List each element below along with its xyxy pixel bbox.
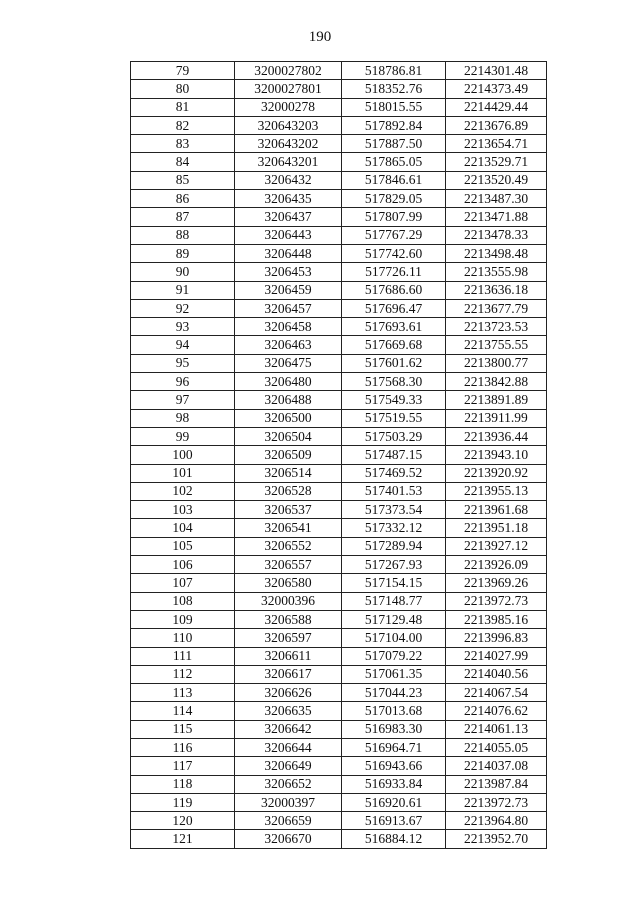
y-coordinate-cell: 2213951.18	[446, 519, 547, 537]
point-number-cell: 82	[131, 116, 235, 134]
x-coordinate-cell: 517332.12	[342, 519, 446, 537]
point-id-cell: 3206649	[235, 757, 342, 775]
point-number-cell: 87	[131, 208, 235, 226]
x-coordinate-cell: 517373.54	[342, 501, 446, 519]
y-coordinate-cell: 2214429.44	[446, 98, 547, 116]
y-coordinate-cell: 2213471.88	[446, 208, 547, 226]
x-coordinate-cell: 517693.61	[342, 318, 446, 336]
point-id-cell: 3206435	[235, 190, 342, 208]
point-id-cell: 3206617	[235, 665, 342, 683]
y-coordinate-cell: 2213842.88	[446, 373, 547, 391]
x-coordinate-cell: 517807.99	[342, 208, 446, 226]
y-coordinate-cell: 2213529.71	[446, 153, 547, 171]
point-number-cell: 107	[131, 574, 235, 592]
table-row	[131, 757, 547, 775]
table-row	[131, 80, 547, 98]
x-coordinate-cell: 517696.47	[342, 299, 446, 317]
point-id-cell: 3206541	[235, 519, 342, 537]
x-coordinate-cell: 518352.76	[342, 80, 446, 98]
y-coordinate-cell: 2213555.98	[446, 263, 547, 281]
y-coordinate-cell: 2213755.55	[446, 336, 547, 354]
x-coordinate-cell: 517401.53	[342, 482, 446, 500]
y-coordinate-cell: 2213487.30	[446, 190, 547, 208]
point-id-cell: 3200027801	[235, 80, 342, 98]
point-number-cell: 116	[131, 738, 235, 756]
table-row	[131, 391, 547, 409]
point-number-cell: 101	[131, 464, 235, 482]
table-row	[131, 135, 547, 153]
point-number-cell: 121	[131, 830, 235, 848]
y-coordinate-cell: 2213987.84	[446, 775, 547, 793]
y-coordinate-cell: 2213478.33	[446, 226, 547, 244]
coordinates-table	[130, 61, 547, 849]
table-row	[131, 244, 547, 262]
table-row	[131, 409, 547, 427]
point-number-cell: 79	[131, 62, 235, 80]
point-number-cell: 80	[131, 80, 235, 98]
x-coordinate-cell: 517865.05	[342, 153, 446, 171]
y-coordinate-cell: 2213936.44	[446, 427, 547, 445]
x-coordinate-cell: 517267.93	[342, 556, 446, 574]
point-id-cell: 32000278	[235, 98, 342, 116]
point-id-cell: 3206514	[235, 464, 342, 482]
x-coordinate-cell: 517289.94	[342, 537, 446, 555]
point-id-cell: 3206504	[235, 427, 342, 445]
point-id-cell: 3206652	[235, 775, 342, 793]
point-id-cell: 3206552	[235, 537, 342, 555]
y-coordinate-cell: 2213952.70	[446, 830, 547, 848]
point-id-cell: 3206448	[235, 244, 342, 262]
point-id-cell: 3206659	[235, 812, 342, 830]
table-row	[131, 318, 547, 336]
table-row	[131, 775, 547, 793]
point-id-cell: 3206509	[235, 446, 342, 464]
point-id-cell: 3206670	[235, 830, 342, 848]
table-row	[131, 592, 547, 610]
point-number-cell: 85	[131, 171, 235, 189]
y-coordinate-cell: 2213676.89	[446, 116, 547, 134]
point-id-cell: 3206588	[235, 610, 342, 628]
y-coordinate-cell: 2213911.99	[446, 409, 547, 427]
y-coordinate-cell: 2214373.49	[446, 80, 547, 98]
table-row	[131, 702, 547, 720]
y-coordinate-cell: 2214067.54	[446, 684, 547, 702]
y-coordinate-cell: 2213498.48	[446, 244, 547, 262]
point-number-cell: 84	[131, 153, 235, 171]
point-number-cell: 81	[131, 98, 235, 116]
table-row	[131, 482, 547, 500]
point-id-cell: 3206611	[235, 647, 342, 665]
point-id-cell: 3206475	[235, 354, 342, 372]
table-row	[131, 336, 547, 354]
point-id-cell: 32000396	[235, 592, 342, 610]
point-number-cell: 119	[131, 793, 235, 811]
point-number-cell: 89	[131, 244, 235, 262]
y-coordinate-cell: 2213926.09	[446, 556, 547, 574]
y-coordinate-cell: 2213969.26	[446, 574, 547, 592]
y-coordinate-cell: 2214076.62	[446, 702, 547, 720]
x-coordinate-cell: 517487.15	[342, 446, 446, 464]
point-number-cell: 102	[131, 482, 235, 500]
x-coordinate-cell: 517892.84	[342, 116, 446, 134]
table-row	[131, 263, 547, 281]
point-number-cell: 120	[131, 812, 235, 830]
point-id-cell: 3206457	[235, 299, 342, 317]
x-coordinate-cell: 517503.29	[342, 427, 446, 445]
table-row	[131, 281, 547, 299]
x-coordinate-cell: 517767.29	[342, 226, 446, 244]
x-coordinate-cell: 517669.68	[342, 336, 446, 354]
table-row	[131, 208, 547, 226]
table-row	[131, 793, 547, 811]
point-number-cell: 112	[131, 665, 235, 683]
point-id-cell: 3206459	[235, 281, 342, 299]
x-coordinate-cell: 517148.77	[342, 592, 446, 610]
point-number-cell: 111	[131, 647, 235, 665]
x-coordinate-cell: 516943.66	[342, 757, 446, 775]
point-number-cell: 98	[131, 409, 235, 427]
point-number-cell: 115	[131, 720, 235, 738]
table-row	[131, 647, 547, 665]
point-number-cell: 113	[131, 684, 235, 702]
point-number-cell: 91	[131, 281, 235, 299]
point-id-cell: 3206635	[235, 702, 342, 720]
x-coordinate-cell: 517079.22	[342, 647, 446, 665]
coordinates-table-body	[131, 62, 547, 849]
point-number-cell: 106	[131, 556, 235, 574]
point-id-cell: 3206580	[235, 574, 342, 592]
table-row	[131, 354, 547, 372]
point-number-cell: 93	[131, 318, 235, 336]
table-row	[131, 171, 547, 189]
y-coordinate-cell: 2214055.05	[446, 738, 547, 756]
y-coordinate-cell: 2213972.73	[446, 793, 547, 811]
point-id-cell: 3206597	[235, 629, 342, 647]
point-id-cell: 3206458	[235, 318, 342, 336]
y-coordinate-cell: 2213654.71	[446, 135, 547, 153]
point-id-cell: 3206557	[235, 556, 342, 574]
table-row	[131, 574, 547, 592]
point-number-cell: 109	[131, 610, 235, 628]
point-number-cell: 90	[131, 263, 235, 281]
point-number-cell: 117	[131, 757, 235, 775]
table-row	[131, 812, 547, 830]
y-coordinate-cell: 2213943.10	[446, 446, 547, 464]
point-number-cell: 99	[131, 427, 235, 445]
x-coordinate-cell: 517686.60	[342, 281, 446, 299]
x-coordinate-cell: 517549.33	[342, 391, 446, 409]
point-number-cell: 105	[131, 537, 235, 555]
table-row	[131, 738, 547, 756]
x-coordinate-cell: 517469.52	[342, 464, 446, 482]
point-id-cell: 3200027802	[235, 62, 342, 80]
y-coordinate-cell: 2213955.13	[446, 482, 547, 500]
y-coordinate-cell: 2214027.99	[446, 647, 547, 665]
table-row	[131, 464, 547, 482]
point-id-cell: 320643201	[235, 153, 342, 171]
table-row	[131, 116, 547, 134]
point-number-cell: 104	[131, 519, 235, 537]
point-number-cell: 100	[131, 446, 235, 464]
x-coordinate-cell: 517846.61	[342, 171, 446, 189]
point-id-cell: 3206488	[235, 391, 342, 409]
point-id-cell: 32000397	[235, 793, 342, 811]
point-id-cell: 3206626	[235, 684, 342, 702]
point-number-cell: 86	[131, 190, 235, 208]
table-row	[131, 153, 547, 171]
y-coordinate-cell: 2214037.08	[446, 757, 547, 775]
x-coordinate-cell: 516920.61	[342, 793, 446, 811]
point-id-cell: 3206642	[235, 720, 342, 738]
x-coordinate-cell: 516933.84	[342, 775, 446, 793]
point-number-cell: 103	[131, 501, 235, 519]
x-coordinate-cell: 517601.62	[342, 354, 446, 372]
y-coordinate-cell: 2214061.13	[446, 720, 547, 738]
x-coordinate-cell: 517568.30	[342, 373, 446, 391]
point-number-cell: 118	[131, 775, 235, 793]
point-number-cell: 96	[131, 373, 235, 391]
point-number-cell: 95	[131, 354, 235, 372]
point-id-cell: 3206500	[235, 409, 342, 427]
table-row	[131, 373, 547, 391]
y-coordinate-cell: 2213636.18	[446, 281, 547, 299]
point-number-cell: 114	[131, 702, 235, 720]
point-number-cell: 108	[131, 592, 235, 610]
y-coordinate-cell: 2213800.77	[446, 354, 547, 372]
y-coordinate-cell: 2214301.48	[446, 62, 547, 80]
point-id-cell: 320643202	[235, 135, 342, 153]
x-coordinate-cell: 516983.30	[342, 720, 446, 738]
y-coordinate-cell: 2213891.89	[446, 391, 547, 409]
x-coordinate-cell: 517061.35	[342, 665, 446, 683]
table-row	[131, 720, 547, 738]
x-coordinate-cell: 516913.67	[342, 812, 446, 830]
y-coordinate-cell: 2213520.49	[446, 171, 547, 189]
x-coordinate-cell: 517519.55	[342, 409, 446, 427]
y-coordinate-cell: 2213723.53	[446, 318, 547, 336]
y-coordinate-cell: 2214040.56	[446, 665, 547, 683]
y-coordinate-cell: 2213964.80	[446, 812, 547, 830]
y-coordinate-cell: 2213972.73	[446, 592, 547, 610]
y-coordinate-cell: 2213677.79	[446, 299, 547, 317]
point-id-cell: 3206453	[235, 263, 342, 281]
table-row	[131, 830, 547, 848]
point-id-cell: 3206443	[235, 226, 342, 244]
point-number-cell: 94	[131, 336, 235, 354]
point-id-cell: 3206432	[235, 171, 342, 189]
point-number-cell: 83	[131, 135, 235, 153]
table-row	[131, 98, 547, 116]
table-row	[131, 629, 547, 647]
table-row	[131, 501, 547, 519]
point-number-cell: 110	[131, 629, 235, 647]
x-coordinate-cell: 518015.55	[342, 98, 446, 116]
y-coordinate-cell: 2213920.92	[446, 464, 547, 482]
table-row	[131, 665, 547, 683]
y-coordinate-cell: 2213961.68	[446, 501, 547, 519]
x-coordinate-cell: 516884.12	[342, 830, 446, 848]
point-number-cell: 92	[131, 299, 235, 317]
page-number: 190	[308, 29, 332, 45]
x-coordinate-cell: 517129.48	[342, 610, 446, 628]
table-row	[131, 62, 547, 80]
point-id-cell: 3206463	[235, 336, 342, 354]
x-coordinate-cell: 517013.68	[342, 702, 446, 720]
x-coordinate-cell: 516964.71	[342, 738, 446, 756]
table-row	[131, 190, 547, 208]
y-coordinate-cell: 2213996.83	[446, 629, 547, 647]
point-id-cell: 3206528	[235, 482, 342, 500]
table-row	[131, 427, 547, 445]
table-row	[131, 610, 547, 628]
point-id-cell: 3206644	[235, 738, 342, 756]
y-coordinate-cell: 2213985.16	[446, 610, 547, 628]
point-id-cell: 3206480	[235, 373, 342, 391]
y-coordinate-cell: 2213927.12	[446, 537, 547, 555]
point-number-cell: 88	[131, 226, 235, 244]
point-id-cell: 3206437	[235, 208, 342, 226]
x-coordinate-cell: 517104.00	[342, 629, 446, 647]
x-coordinate-cell: 517154.15	[342, 574, 446, 592]
x-coordinate-cell: 518786.81	[342, 62, 446, 80]
x-coordinate-cell: 517829.05	[342, 190, 446, 208]
x-coordinate-cell: 517726.11	[342, 263, 446, 281]
table-row	[131, 299, 547, 317]
table-row	[131, 684, 547, 702]
x-coordinate-cell: 517887.50	[342, 135, 446, 153]
table-row	[131, 519, 547, 537]
point-id-cell: 3206537	[235, 501, 342, 519]
table-row	[131, 226, 547, 244]
table-row	[131, 537, 547, 555]
point-number-cell: 97	[131, 391, 235, 409]
x-coordinate-cell: 517044.23	[342, 684, 446, 702]
x-coordinate-cell: 517742.60	[342, 244, 446, 262]
table-row	[131, 556, 547, 574]
point-id-cell: 320643203	[235, 116, 342, 134]
table-row	[131, 446, 547, 464]
